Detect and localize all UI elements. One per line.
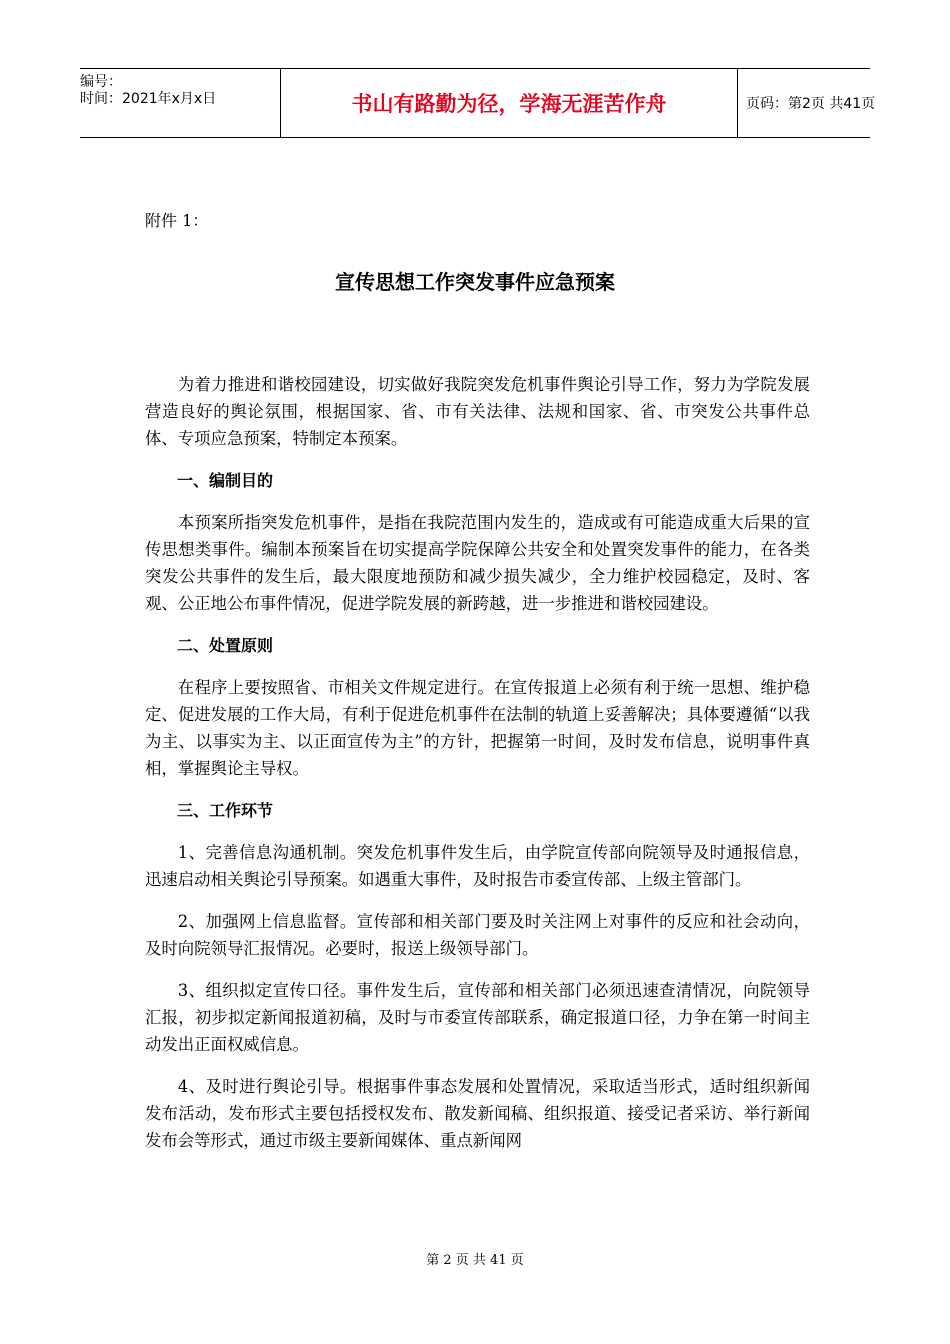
page-footer: 第 2 页 共 41 页 [426, 1253, 524, 1268]
section-heading: 一、编制目的 [177, 471, 274, 490]
section-paragraph: 1、完善信息沟通机制。突发危机事件发生后，由学院宣传部向院领导及时通报信息，迅速启动相关舆论引导预案。如遇重大事件，及时报告市委宣传部、上级主管部门。 [145, 843, 810, 889]
section-paragraph: 在程序上要按照省、市相关文件规定进行。在宣传报道上必须有利于统一思想、维护稳定、促进发展的工作大局，有利于促进危机事件在法制的轨道上妥善解决；具体要遵循“以我为主、以事实为主、以正面宣传为主”的方针，把握第一时间，及时发布信息，说明事件真相，掌握舆论主导权。 [145, 678, 810, 778]
section-paragraph: 2、加强网上信息监督。宣传部和相关部门要及时关注网上对事件的反应和社会动向，及时向院领导汇报情况。必要时，报送上级领导部门。 [145, 912, 810, 958]
header-table [80, 68, 876, 138]
header-page-info: 页码：第2页 共41页 [746, 96, 876, 112]
document-title: 宣传思想工作突发事件应急预案 [335, 270, 615, 294]
attachment-label: 附件 1： [145, 211, 209, 230]
document-body [145, 371, 810, 1169]
section-heading: 三、工作环节 [177, 801, 274, 820]
doc-number-label: 编号： [80, 74, 122, 90]
header-meta [80, 69, 280, 142]
header-motto: 书山有路勤为径，学海无涯苦作舟 [280, 69, 738, 137]
doc-time-label: 时间：2021年x月x日 [80, 91, 217, 107]
section-heading: 二、处置原则 [177, 636, 274, 655]
section-paragraph: 3、组织拟定宣传口径。事件发生后，宣传部和相关部门必须迅速查清情况，向院领导汇报，初步拟定新闻报道初稿，及时与市委宣传部联系，确定报道口径，力争在第一时间主动发出正面权威信息。 [145, 981, 810, 1054]
section-paragraph: 4、及时进行舆论引导。根据事件事态发展和处置情况，采取适当形式，适时组织新闻发布活动，发布形式主要包括授权发布、散发新闻稿、组织报道、接受记者采访、举行新闻发布会等形式，通过市级主要新闻媒体、重点新闻网 [145, 1077, 810, 1150]
intro-paragraph: 为着力推进和谐校园建设，切实做好我院突发危机事件舆论引导工作，努力为学院发展营造良好的舆论氛围，根据国家、省、市有关法律、法规和国家、省、市突发公共事件总体、专项应急预案，特制定本预案。 [145, 375, 810, 448]
section-paragraph: 本预案所指突发危机事件，是指在我院范围内发生的，造成或有可能造成重大后果的宣传思想类事件。编制本预案旨在切实提高学院保障公共安全和处置突发事件的能力，在各类突发公共事件的发生后，最大限度地预防和减少损失减少，全力维护校园稳定，及时、客观、公正地公布事件情况，促进学院发展的新跨越，进一步推进和谐校园建设。 [145, 513, 810, 613]
